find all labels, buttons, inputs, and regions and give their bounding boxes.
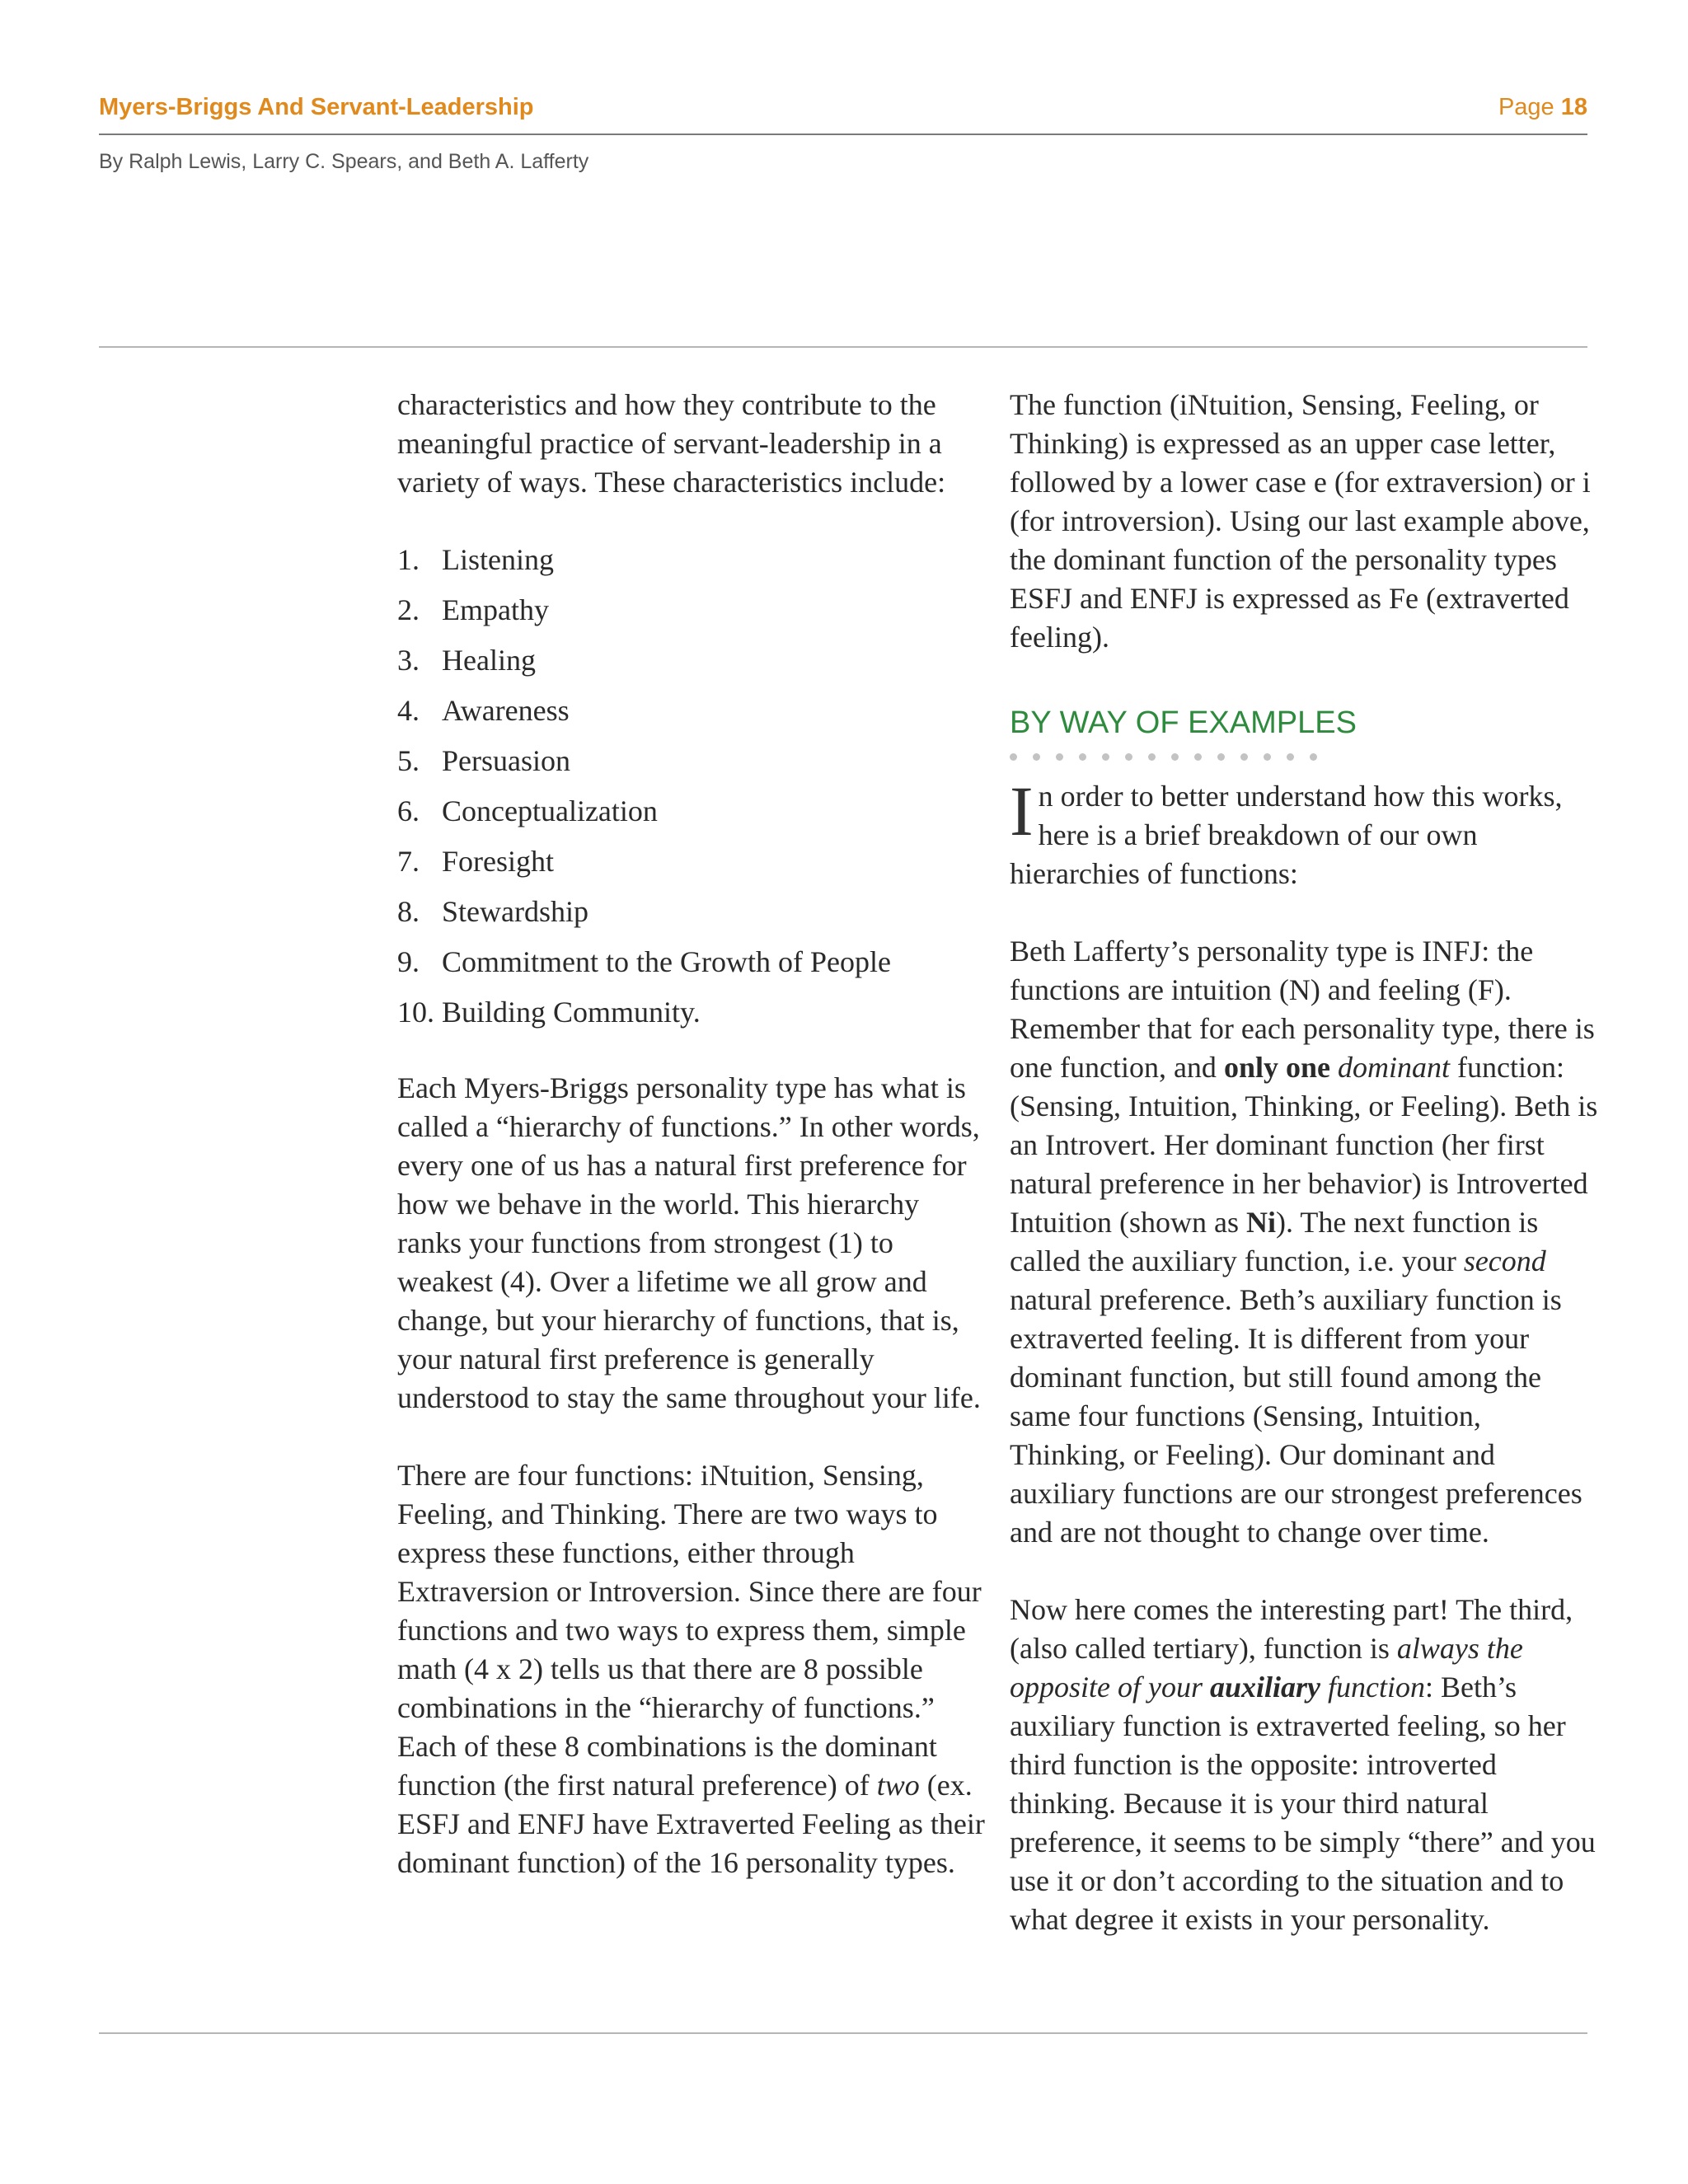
left-column [397, 386, 991, 1882]
beth-space [1330, 1051, 1338, 1084]
third-emphasis-b: function [1320, 1671, 1425, 1704]
list-label: Commitment to the Growth of People [442, 945, 891, 978]
right-column [1010, 386, 1599, 1939]
byline: By Ralph Lewis, Larry C. Spears, and Beth A. Lafferty [99, 150, 589, 173]
beth-emphasis-dominant: dominant [1337, 1051, 1450, 1084]
list-number: 1. [397, 543, 420, 576]
four-functions-paragraph [397, 1456, 991, 1882]
list-item [397, 943, 991, 993]
four-functions-text-b: (ex. ESFJ and ENFJ have Extraverted Feeling as their dominant function) of the 16 personality types. [397, 1769, 985, 1879]
list-number: 8. [397, 895, 420, 928]
list-label: Building Community. [442, 996, 701, 1029]
list-number: 7. [397, 845, 420, 878]
examples-intro-text: n order to better understand how this works, here is a brief breakdown of our own hierarchies of functions: [1010, 780, 1563, 890]
function-expression-paragraph: The function (iNtuition, Sensing, Feeling, or Thinking) is expressed as an upper case letter, followed by a lower case e (for extraversion) or i (for introversion). Using our last example above, the dominant function of the personality types ESFJ and ENFJ is expressed as Fe (extraverted feeling). [1010, 388, 1591, 654]
third-bold-auxiliary: auxiliary [1209, 1671, 1320, 1704]
beth-text-d: natural preference. Beth’s auxiliary function is extraverted feeling. It is different from your dominant function, but still found among the same four functions (Sensing, Intuition, Thinking, or Feeling). Our dominant and auxiliary functions are our strongest preferences and are not thought to change over time. [1010, 1283, 1582, 1549]
list-label: Listening [442, 543, 554, 576]
list-item [397, 691, 991, 742]
document-title: Myers-Briggs And Servant-Leadership [99, 94, 534, 120]
list-item [397, 742, 991, 792]
list-item [397, 842, 991, 893]
content-top-divider [99, 346, 1587, 348]
list-label: Stewardship [442, 895, 588, 928]
beth-bold-only-one: only one [1223, 1051, 1330, 1084]
list-item [397, 641, 991, 691]
list-item [397, 993, 991, 1043]
four-functions-text-a: There are four functions: iNtuition, Sensing, Feeling, and Thinking. There are two ways to express these functions, either through Extraversion or Introversion. Since there are four functions and two ways to express them, simple math (4 x 2) tells us that there are 8 possible combinations in the “hierarchy of functions.” Each of these 8 combinations is the dominant function (the first natural preference) of [397, 1459, 982, 1802]
characteristics-list [397, 541, 991, 1043]
list-label: Empathy [442, 593, 549, 626]
beth-emphasis-second: second [1463, 1244, 1546, 1277]
page-number-label [1498, 94, 1587, 121]
list-item [397, 792, 991, 842]
third-text-b: : Beth’s auxiliary function is extraverted feeling, so her third function is the opposite: introverted thinking. Because it is your third natural preference, it seems to be simply “there” and you use it or don’t according to the situation and to what degree it exists in your personality. [1010, 1671, 1596, 1936]
list-label: Persuasion [442, 744, 570, 777]
page-number: 18 [1560, 94, 1587, 120]
hierarchy-paragraph: Each Myers-Briggs personality type has what is called a “hierarchy of functions.” In other words, every one of us has a natural first preference for how we behave in the world. This hierarchy ranks your functions from strongest (1) to weakest (4). Over a lifetime we all grow and change, but your hierarchy of functions, that is, your natural first preference is generally understood to stay the same throughout your life. [397, 1071, 981, 1414]
list-label: Foresight [442, 845, 555, 878]
third-function-paragraph [1010, 1591, 1599, 1939]
list-number: 10. [397, 996, 434, 1029]
examples-intro-paragraph [1010, 771, 1599, 893]
third-emphasis-a: always the opposite of your [1010, 1632, 1523, 1704]
list-number: 9. [397, 945, 420, 978]
intro-paragraph: characteristics and how they contribute to the meaningful practice of servant-leadership in a variety of ways. These characteristics include: [397, 388, 946, 499]
list-item [397, 893, 991, 943]
list-label: Healing [442, 644, 536, 677]
third-text-a: Now here comes the interesting part! The third, (also called tertiary), function is [1010, 1593, 1573, 1665]
drop-cap: I [1010, 771, 1034, 851]
beth-text-b: function: (Sensing, Intuition, Thinking, or Feeling). Beth is an Introvert. Her dominant function (her first natural preference in her behavior) is Introverted Intuition (shown as [1010, 1051, 1598, 1239]
beth-paragraph [1010, 932, 1599, 1552]
list-number: 4. [397, 694, 420, 727]
section-heading: BY WAY OF EXAMPLES [1010, 705, 1357, 740]
beth-text-c: ). The next function is called the auxiliary function, i.e. your [1010, 1206, 1539, 1277]
list-label: Conceptualization [442, 794, 658, 827]
list-number: 5. [397, 744, 420, 777]
four-functions-emphasis: two [876, 1769, 920, 1802]
list-label: Awareness [442, 694, 570, 727]
header-divider [99, 134, 1587, 135]
beth-text-a: Beth Lafferty’s personality type is INFJ: the functions are intuition (N) and feeling (F). Remember that for each personality type, there is one function, and [1010, 935, 1595, 1084]
list-number: 6. [397, 794, 420, 827]
list-item [397, 541, 991, 591]
page-label: Page [1498, 94, 1554, 120]
list-item [397, 591, 991, 641]
footer-divider [99, 2032, 1587, 2034]
list-number: 2. [397, 593, 420, 626]
list-number: 3. [397, 644, 420, 677]
beth-bold-ni: Ni [1245, 1206, 1276, 1239]
heading-dot-divider [1010, 751, 1599, 762]
